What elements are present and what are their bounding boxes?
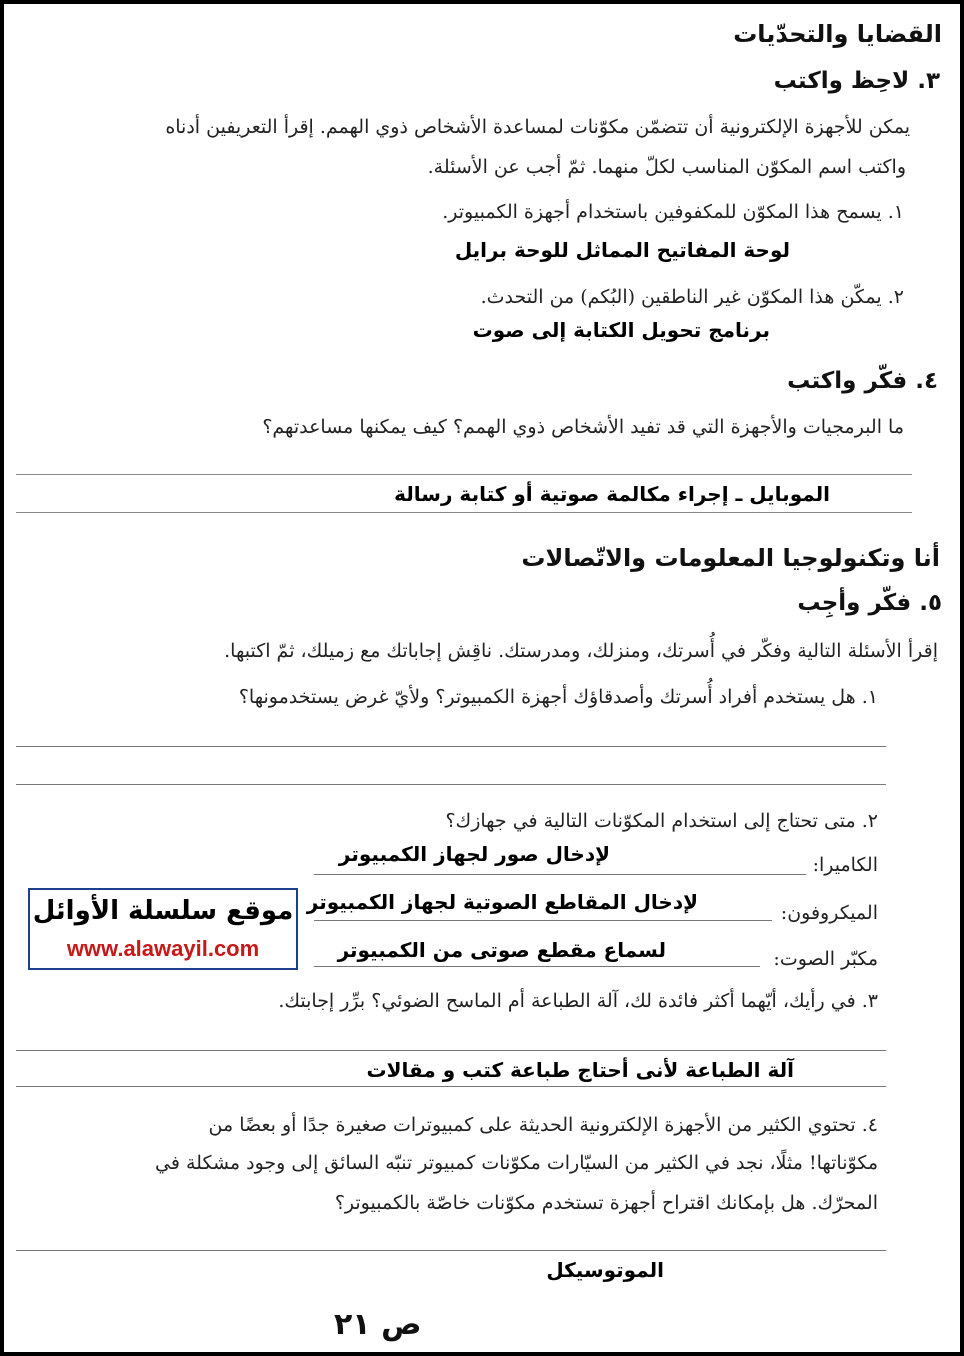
site-watermark-box xyxy=(28,888,298,970)
q5-item4-line2: مكوّناتها! مثلًا، نجد في الكثير من السيّارات مكوّنات كمبيوتر تنبّه السائق إلى وجود مشكلة في xyxy=(155,1152,878,1174)
answer-line xyxy=(16,1050,886,1051)
page-number: ص ٢١ xyxy=(334,1307,422,1342)
speaker-answer: لسماع مقطع صوتى من الكمبيوتر xyxy=(337,938,666,962)
mic-answer: لإدخال المقاطع الصوتية لجهاز الكمبيوتر xyxy=(306,890,698,914)
answer-line xyxy=(314,966,760,967)
section-title: القضايا والتحدّيات xyxy=(733,20,942,48)
q5-answer3: آلة الطباعة لأنى أحتاج طباعة كتب و مقالات xyxy=(366,1058,794,1082)
answer-line xyxy=(16,474,912,475)
q5-item3: ٣. في رأيك، أيّهما أكثر فائدة لك، آلة الطباعة أم الماسح الضوئي؟ برِّر إجابتك. xyxy=(278,990,878,1012)
mic-label: الميكروفون: xyxy=(780,902,878,924)
q3-answer2: برنامج تحويل الكتابة إلى صوت xyxy=(472,318,770,342)
camera-label: الكاميرا: xyxy=(812,854,878,876)
q3-intro-line2: واكتب اسم المكوّن المناسب لكلّ منهما. ثمّ أجب عن الأسئلة. xyxy=(427,156,906,178)
q5-answer4: الموتوسيكل xyxy=(546,1258,664,1282)
watermark-url[interactable]: www.alawayil.com xyxy=(66,936,260,961)
answer-line xyxy=(16,1250,886,1251)
answer-line xyxy=(16,746,886,747)
q5-item2: ٢. متى تحتاج إلى استخدام المكوّنات التالية في جهازك؟ xyxy=(445,810,878,832)
camera-answer: لإدخال صور لجهاز الكمبيوتر xyxy=(338,842,610,866)
q4-heading: ٤. فكّر واكتب xyxy=(787,368,938,394)
q3-intro-line1: يمكن للأجهزة الإلكترونية أن تتضمّن مكوّنات لمساعدة الأشخاص ذوي الهمم. إقرأ التعريفين أدناه xyxy=(165,116,910,138)
answer-line xyxy=(16,1086,886,1087)
answer-line xyxy=(314,920,772,921)
q4-answer: الموبايل ـ إجراء مكالمة صوتية أو كتابة رسالة xyxy=(394,482,830,506)
q5-item4-line3: المحرّك. هل بإمكانك اقتراح أجهزة تستخدم مكوّنات خاصّة بالكمبيوتر؟ xyxy=(334,1192,878,1214)
answer-line xyxy=(16,784,886,785)
q5-item1: ١. هل يستخدم أفراد أُسرتك وأصدقاؤك أجهزة الكمبيوتر؟ ولأيّ غرض يستخدمونها؟ xyxy=(238,686,878,708)
q3-item2: ٢. يمكّن هذا المكوّن غير الناطقين (البُكم) من التحدث. xyxy=(480,286,904,308)
q3-heading: ٣. لاحِظ واكتب xyxy=(773,68,940,94)
q3-answer1: لوحة المفاتيح المماثل للوحة برايل xyxy=(454,238,790,262)
answer-line xyxy=(16,512,912,513)
q4-question: ما البرمجيات والأجهزة التي قد تفيد الأشخاص ذوي الهمم؟ كيف يمكنها مساعدتهم؟ xyxy=(262,416,904,438)
speaker-label: مكبّر الصوت: xyxy=(773,948,878,970)
q5-heading: ٥. فكّر وأجِب xyxy=(797,590,942,616)
q5-item4-line1: ٤. تحتوي الكثير من الأجهزة الإلكترونية الحديثة على كمبيوترات صغيرة جدًا أو بعضًا من xyxy=(208,1114,878,1136)
answer-line xyxy=(314,874,806,875)
q3-item1: ١. يسمح هذا المكوّن للمكفوفين باستخدام أجهزة الكمبيوتر. xyxy=(442,201,904,223)
section2-title: أنا وتكنولوجيا المعلومات والاتّصالات xyxy=(521,544,940,572)
watermark-title: موقع سلسلة الأوائل xyxy=(32,896,294,926)
q5-intro: إقرأ الأسئلة التالية وفكّر في أُسرتك، ومنزلك، ومدرستك. ناقِش إجاباتك مع زميلك، ثمّ اكتبها. xyxy=(224,640,938,662)
